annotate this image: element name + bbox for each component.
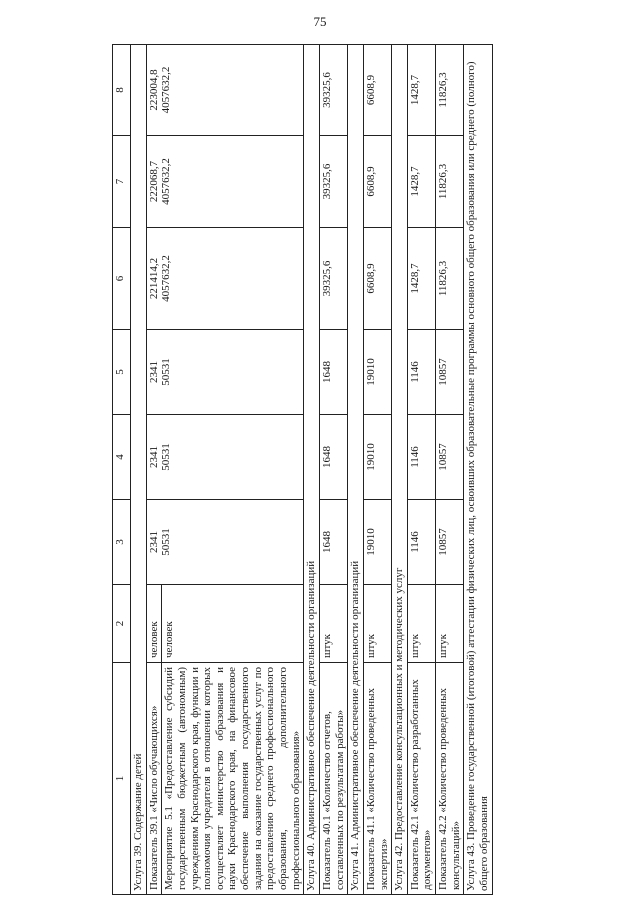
section-row bbox=[392, 45, 408, 895]
table-row bbox=[146, 45, 162, 895]
column-header: 2 bbox=[113, 585, 131, 663]
column-header: 6 bbox=[113, 228, 131, 330]
value-cell: 11826,3 bbox=[436, 136, 464, 228]
value-cell: 221414,2 4057632,2 bbox=[146, 228, 304, 330]
section-title: Услуга 43. Проведение государственной (итоговой) аттестации физических лиц, освоивших образовательные программы основного общего образования или среднего (полного) общего образования bbox=[464, 45, 492, 895]
header-row bbox=[113, 45, 131, 895]
unit-cell: штук bbox=[436, 585, 464, 663]
value-cell: 1428,7 bbox=[407, 228, 435, 330]
page-number: 75 bbox=[313, 14, 327, 29]
column-header: 3 bbox=[113, 500, 131, 585]
value-cell: 1428,7 bbox=[407, 136, 435, 228]
value-cell: 222068,7 4057632,2 bbox=[146, 136, 304, 228]
value-cell: 223004,8 4057632,2 bbox=[146, 45, 304, 136]
value-cell: 2341 50531 bbox=[146, 415, 304, 500]
table-row bbox=[407, 45, 435, 895]
value-cell: 1146 bbox=[407, 500, 435, 585]
value-cell: 39325,6 bbox=[319, 136, 347, 228]
indicator-name: Мероприятие 5.1 «Предоставление субсидий государственным бюджетным (автономным) учреждениям Краснодарского края, функции и полномочия учредителя в отношении которых осуществляет министерство образования и науки Краснодарского края, на финансовое обеспечение выполнения государственного задания на оказание государственных услуг по предоставлению среднего профессионального образования, дополнительного профессионального образования» bbox=[162, 663, 304, 895]
value-cell: 11826,3 bbox=[436, 228, 464, 330]
value-cell: 39325,6 bbox=[319, 228, 347, 330]
value-cell: 6608,9 bbox=[363, 228, 391, 330]
section-title: Услуга 39. Содержание детей bbox=[131, 45, 147, 895]
section-title: Услуга 41. Административное обеспечение деятельности организаций bbox=[348, 45, 364, 895]
indicator-name: Показатель 39.1 «Число обучающихся» bbox=[146, 663, 162, 895]
value-cell: 39325,6 bbox=[319, 45, 347, 136]
section-title: Услуга 42. Предоставление консультационных и методических услуг bbox=[392, 45, 408, 895]
value-cell: 1428,7 bbox=[407, 45, 435, 136]
unit-cell: штук bbox=[407, 585, 435, 663]
value-cell: 2341 50531 bbox=[146, 500, 304, 585]
value-cell: 6608,9 bbox=[363, 45, 391, 136]
value-cell: 19010 bbox=[363, 415, 391, 500]
value-cell: 6608,9 bbox=[363, 136, 391, 228]
unit-cell: человек bbox=[146, 585, 162, 663]
indicator-name: Показатель 42.1 «Количество разработанных документов» bbox=[407, 663, 435, 895]
value-cell: 1648 bbox=[319, 500, 347, 585]
column-header: 1 bbox=[113, 663, 131, 895]
table-row bbox=[319, 45, 347, 895]
value-cell: 10857 bbox=[436, 415, 464, 500]
section-row bbox=[131, 45, 147, 895]
unit-cell: штук bbox=[319, 585, 347, 663]
services-table bbox=[112, 44, 493, 895]
value-cell: 19010 bbox=[363, 330, 391, 415]
section-title: Услуга 40. Административное обеспечение деятельности организаций bbox=[304, 45, 320, 895]
column-header: 8 bbox=[113, 45, 131, 136]
table-row bbox=[436, 45, 464, 895]
column-header: 5 bbox=[113, 330, 131, 415]
unit-cell: человек bbox=[162, 585, 304, 663]
rotated-table-container bbox=[112, 45, 512, 895]
table-row bbox=[363, 45, 391, 895]
column-header: 7 bbox=[113, 136, 131, 228]
unit-cell: штук bbox=[363, 585, 391, 663]
section-row bbox=[464, 45, 492, 895]
indicator-name: Показатель 40.1 «Количество отчетов, составленных по результатам работы» bbox=[319, 663, 347, 895]
value-cell: 19010 bbox=[363, 500, 391, 585]
section-row bbox=[348, 45, 364, 895]
value-cell: 1648 bbox=[319, 415, 347, 500]
value-cell: 1648 bbox=[319, 330, 347, 415]
value-cell: 10857 bbox=[436, 330, 464, 415]
value-cell: 2341 50531 bbox=[146, 330, 304, 415]
value-cell: 10857 bbox=[436, 500, 464, 585]
value-cell: 11826,3 bbox=[436, 45, 464, 136]
value-cell: 1146 bbox=[407, 415, 435, 500]
indicator-name: Показатель 41.1 «Количество проведенных экспертиз» bbox=[363, 663, 391, 895]
section-row bbox=[304, 45, 320, 895]
value-cell: 1146 bbox=[407, 330, 435, 415]
column-header: 4 bbox=[113, 415, 131, 500]
indicator-name: Показатель 42.2 «Количество проведенных консультаций» bbox=[436, 663, 464, 895]
